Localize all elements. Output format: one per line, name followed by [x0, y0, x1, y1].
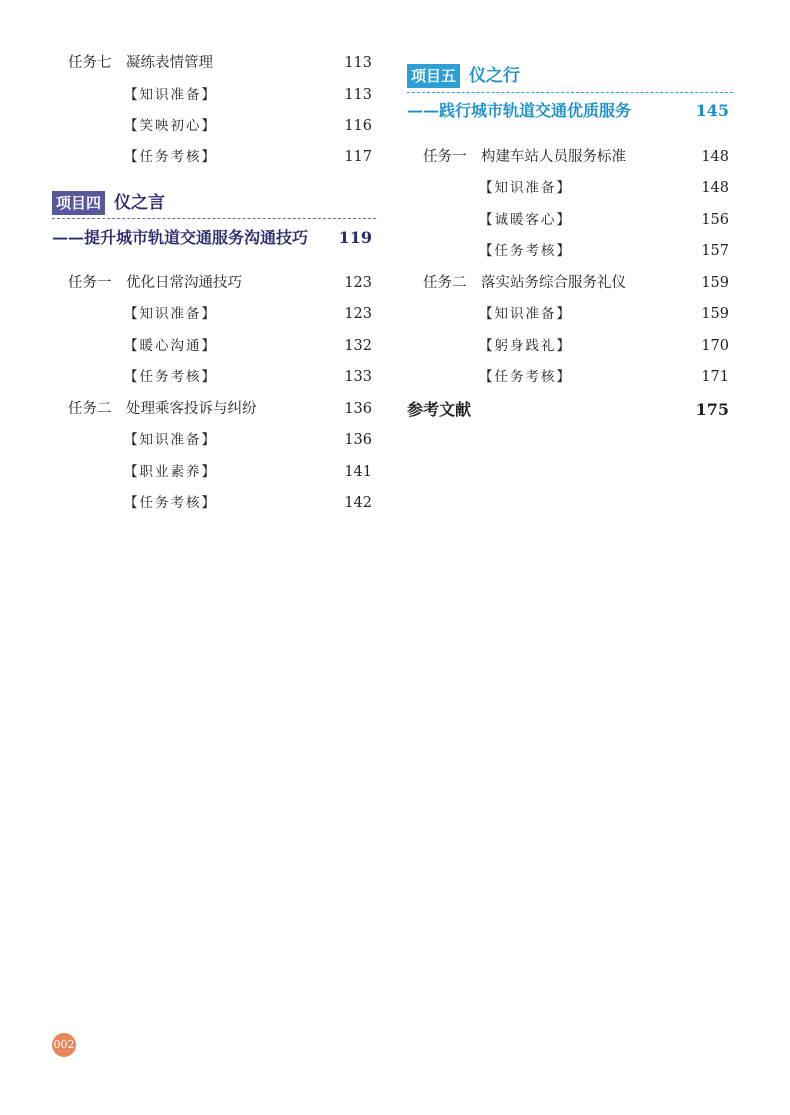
page-ref: 159	[701, 275, 729, 291]
page-ref: 157	[701, 243, 729, 259]
subsection-label: 【任务考核】	[479, 243, 572, 259]
page-ref: 171	[701, 369, 729, 385]
task-name: 构建车站人员服务标准	[481, 149, 626, 165]
toc-subsection[interactable]	[52, 366, 376, 388]
page-ref: 148	[701, 180, 729, 196]
task-name: 落实站务综合服务礼仪	[481, 275, 626, 291]
toc-subsection[interactable]	[52, 492, 376, 514]
subsection-label: 【任务考核】	[124, 149, 217, 165]
task-label: 任务二	[423, 275, 467, 291]
references-label: 参考文献	[407, 400, 472, 419]
toc-subsection[interactable]	[407, 335, 733, 357]
page-ref: 159	[701, 306, 729, 322]
toc-subsection[interactable]	[52, 303, 376, 325]
subsection-label: 【知识准备】	[124, 306, 217, 322]
toc-subsection[interactable]	[407, 240, 733, 262]
subsection-label: 【任务考核】	[124, 369, 217, 385]
page-ref: 148	[701, 149, 729, 165]
toc-task2[interactable]	[407, 272, 733, 294]
project-title: 仪之行	[469, 66, 520, 86]
toc-subsection[interactable]	[52, 461, 376, 483]
task-name: 优化日常沟通技巧	[126, 275, 242, 291]
subsection-label: 【诚暖客心】	[479, 212, 572, 228]
project-badge: 项目五	[407, 64, 460, 88]
page-ref: 141	[344, 464, 372, 480]
page-ref: 145	[695, 101, 729, 120]
task-name: 凝练表情管理	[126, 55, 213, 71]
page-ref: 119	[338, 228, 372, 247]
toc-task1[interactable]	[52, 272, 376, 294]
toc-subsection[interactable]	[52, 335, 376, 357]
toc-subsection[interactable]	[407, 303, 733, 325]
project-title: 仪之言	[114, 193, 165, 213]
toc-subsection[interactable]	[52, 115, 376, 137]
subsection-label: 【笑映初心】	[124, 118, 217, 134]
project-subtitle: ——提升城市轨道交通服务沟通技巧	[52, 228, 309, 247]
page-ref: 113	[344, 55, 372, 71]
subsection-label: 【知识准备】	[479, 180, 572, 196]
toc-task1[interactable]	[407, 146, 733, 168]
toc-subsection[interactable]	[52, 429, 376, 451]
page-number-badge: 002	[52, 1033, 76, 1057]
page-ref: 142	[344, 495, 372, 511]
page-ref: 113	[344, 87, 372, 103]
page-ref: 170	[701, 338, 729, 354]
task-label: 任务一	[68, 275, 112, 291]
toc-task2[interactable]	[52, 398, 376, 420]
task-label: 任务一	[423, 149, 467, 165]
subsection-label: 【暖心沟通】	[124, 338, 217, 354]
project-subtitle: ——践行城市轨道交通优质服务	[407, 101, 632, 120]
toc-references[interactable]	[407, 398, 733, 422]
page-ref: 123	[344, 275, 372, 291]
subsection-label: 【职业素养】	[124, 464, 217, 480]
task-label: 任务七	[68, 55, 112, 71]
page-ref: 133	[344, 369, 372, 385]
toc-subsection[interactable]	[407, 366, 733, 388]
subsection-label: 【知识准备】	[479, 306, 572, 322]
subsection-label: 【任务考核】	[124, 495, 217, 511]
subsection-label: 【躬身践礼】	[479, 338, 572, 354]
page-ref: 136	[344, 432, 372, 448]
dashed-divider	[52, 218, 376, 219]
project-badge: 项目四	[52, 191, 105, 215]
page-ref: 156	[701, 212, 729, 228]
page-ref: 136	[344, 401, 372, 417]
page-ref: 116	[344, 118, 372, 134]
subsection-label: 【任务考核】	[479, 369, 572, 385]
page-ref: 132	[344, 338, 372, 354]
toc-subsection[interactable]	[52, 84, 376, 106]
task-name: 处理乘客投诉与纠纷	[126, 401, 257, 417]
subsection-label: 【知识准备】	[124, 432, 217, 448]
toc-subsection[interactable]	[52, 146, 376, 168]
page-ref: 175	[695, 400, 729, 419]
toc-subsection[interactable]	[407, 209, 733, 231]
page-ref: 117	[344, 149, 372, 165]
subsection-label: 【知识准备】	[124, 87, 217, 103]
task-label: 任务二	[68, 401, 112, 417]
dashed-divider	[407, 92, 733, 93]
toc-task7[interactable]	[52, 52, 376, 74]
toc-subsection[interactable]	[407, 177, 733, 199]
page-ref: 123	[344, 306, 372, 322]
